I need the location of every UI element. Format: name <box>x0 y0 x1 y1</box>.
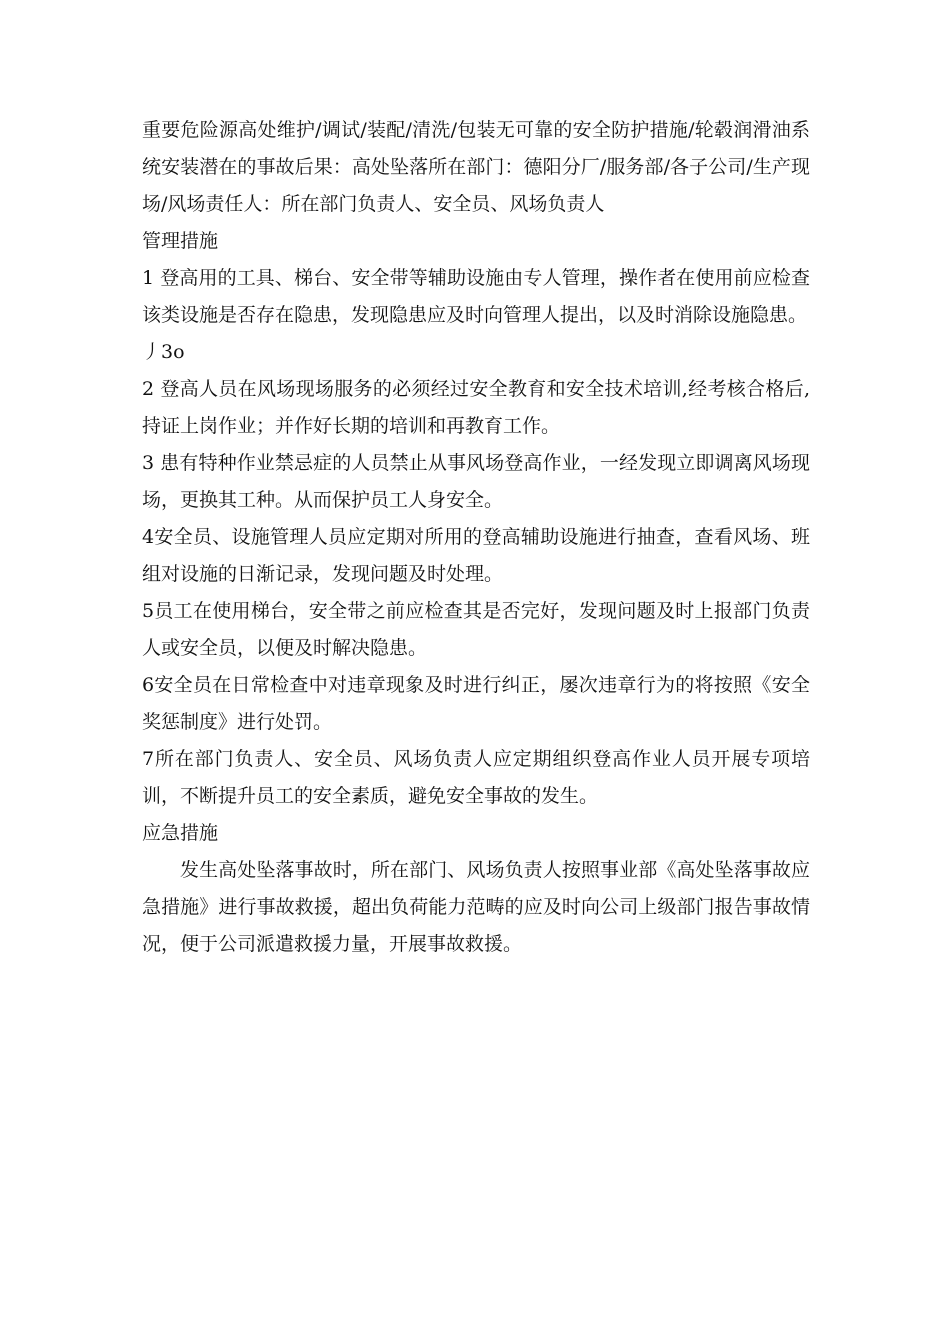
emergency-heading: 应急措施 <box>142 822 219 844</box>
measure-item-1: 1 登高用的工具、梯台、安全带等辅助设施由专人管理，操作者在使用前应检查该类设施是否存在隐患，发现隐患应及时向管理人提出，以及时消除设施隐患。 <box>142 267 810 326</box>
measure-item-7: 7所在部门负责人、安全员、风场负责人应定期组织登高作业人员开展专项培训，不断提升员工的安全素质，避免安全事故的发生。 <box>142 748 810 807</box>
stray-mark: 丿3o <box>142 341 185 363</box>
intro-paragraph: 重要危险源高处维护/调试/装配/清洗/包装无可靠的安全防护措施/轮毂润滑油系统安装潜在的事故后果：高处坠落所在部门：德阳分厂/服务部/各子公司/生产现场/风场责任人：所在部门负责人、安全员、风场负责人 <box>142 119 810 215</box>
measure-item-2: 2 登高人员在风场现场服务的必须经过安全教育和安全技术培训,经考核合格后,持证上岗作业；并作好长期的培训和再教育工作。 <box>142 378 810 437</box>
measure-item-3: 3 患有特种作业禁忌症的人员禁止从事风场登高作业，一经发现立即调离风场现场，更换其工种。从而保护员工人身安全。 <box>142 452 810 511</box>
document-body <box>142 112 810 963</box>
measure-item-5: 5员工在使用梯台，安全带之前应检查其是否完好，发现问题及时上报部门负责人或安全员，以便及时解决隐患。 <box>142 600 810 659</box>
management-heading: 管理措施 <box>142 230 219 252</box>
measure-item-4: 4安全员、设施管理人员应定期对所用的登高辅助设施进行抽查，查看风场、班组对设施的日渐记录，发现问题及时处理。 <box>142 526 810 585</box>
emergency-paragraph: 发生高处坠落事故时，所在部门、风场负责人按照事业部《高处坠落事故应急措施》进行事故救援，超出负荷能力范畴的应及时向公司上级部门报告事故情况，便于公司派遣救援力量，开展事故救援。 <box>142 859 810 955</box>
measure-item-6: 6安全员在日常检查中对违章现象及时进行纠正，屡次违章行为的将按照《安全奖惩制度》进行处罚。 <box>142 674 810 733</box>
